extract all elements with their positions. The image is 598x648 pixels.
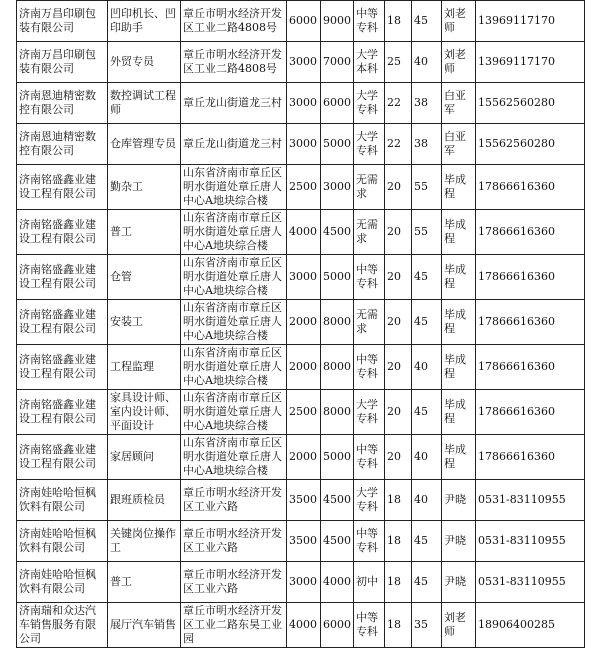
- contact-cell: 毕成程: [442, 210, 476, 255]
- position-cell: 凹印机长、凹印助手: [108, 1, 181, 42]
- contact-cell: 尹晓: [442, 480, 476, 521]
- salary-max-cell: 4500: [321, 480, 354, 521]
- phone-cell: 17866616360: [476, 210, 585, 255]
- age-min-cell: 18: [385, 480, 412, 521]
- contact-cell: 毕成程: [442, 390, 476, 435]
- table-row: [17, 124, 585, 165]
- address-cell: 山东省济南市章丘区明水街道处章丘唐人中心A地块综合楼: [181, 345, 287, 390]
- address-cell: 山东省济南市章丘区明水街道处章丘唐人中心A地块综合楼: [181, 165, 287, 210]
- age-max-cell: 45: [412, 300, 442, 345]
- education-cell: 中等专科: [354, 521, 385, 562]
- salary-max-cell: 4000: [321, 562, 354, 603]
- table-row: [17, 345, 585, 390]
- salary-min-cell: 3000: [287, 83, 321, 124]
- table-row: [17, 390, 585, 435]
- education-cell: 中等专科: [354, 345, 385, 390]
- address-cell: 章丘市明水经济开发区工业二路东昊工业园: [181, 603, 287, 648]
- age-min-cell: 20: [385, 345, 412, 390]
- table-row: [17, 1, 585, 42]
- position-cell: 仓库管理专员: [108, 124, 181, 165]
- contact-cell: 毕成程: [442, 165, 476, 210]
- phone-cell: 15562560280: [476, 83, 585, 124]
- age-min-cell: 20: [385, 210, 412, 255]
- age-max-cell: 55: [412, 210, 442, 255]
- age-max-cell: 45: [412, 1, 442, 42]
- table-row: [17, 83, 585, 124]
- education-cell: 中等专科: [354, 255, 385, 300]
- table-row: [17, 435, 585, 480]
- contact-cell: 毕成程: [442, 255, 476, 300]
- position-cell: 跟班质检员: [108, 480, 181, 521]
- company-cell: 济南娃哈哈恒枫饮料有限公司: [17, 562, 108, 603]
- age-max-cell: 40: [412, 345, 442, 390]
- education-cell: 中等专科: [354, 1, 385, 42]
- salary-min-cell: 6000: [287, 1, 321, 42]
- table-row: [17, 165, 585, 210]
- address-cell: 章丘市明水经济开发区工业六路: [181, 562, 287, 603]
- age-min-cell: 18: [385, 562, 412, 603]
- salary-min-cell: 4000: [287, 210, 321, 255]
- age-max-cell: 40: [412, 480, 442, 521]
- age-max-cell: 45: [412, 562, 442, 603]
- contact-cell: 刘老师: [442, 1, 476, 42]
- salary-max-cell: 3000: [321, 165, 354, 210]
- position-cell: 普工: [108, 562, 181, 603]
- phone-cell: 13969117170: [476, 42, 585, 83]
- company-cell: 济南铭盛鑫业建设工程有限公司: [17, 165, 108, 210]
- education-cell: 大学本科: [354, 42, 385, 83]
- age-max-cell: 40: [412, 435, 442, 480]
- age-min-cell: 22: [385, 83, 412, 124]
- phone-cell: 0531-83110955: [476, 521, 585, 562]
- salary-min-cell: 3000: [287, 562, 321, 603]
- position-cell: 家具设计师、室内设计师、平面设计: [108, 390, 181, 435]
- contact-cell: 刘老师: [442, 603, 476, 648]
- phone-cell: 17866616360: [476, 345, 585, 390]
- company-cell: 济南铭盛鑫业建设工程有限公司: [17, 345, 108, 390]
- phone-cell: 18906400285: [476, 603, 585, 648]
- education-cell: 大学专科: [354, 390, 385, 435]
- phone-cell: 17866616360: [476, 435, 585, 480]
- table-row: [17, 521, 585, 562]
- salary-max-cell: 5000: [321, 435, 354, 480]
- company-cell: 济南铭盛鑫业建设工程有限公司: [17, 435, 108, 480]
- education-cell: 大学专科: [354, 124, 385, 165]
- contact-cell: 毕成程: [442, 345, 476, 390]
- age-max-cell: 45: [412, 390, 442, 435]
- table-row: [17, 255, 585, 300]
- company-cell: 济南万昌印刷包装有限公司: [17, 1, 108, 42]
- position-cell: 勤杂工: [108, 165, 181, 210]
- address-cell: 章丘市明水经济开发区工业二路4808号: [181, 1, 287, 42]
- salary-min-cell: 4000: [287, 603, 321, 648]
- age-min-cell: 20: [385, 300, 412, 345]
- age-max-cell: 45: [412, 521, 442, 562]
- education-cell: 无需求: [354, 300, 385, 345]
- education-cell: 无需求: [354, 210, 385, 255]
- phone-cell: 0531-83110955: [476, 480, 585, 521]
- salary-max-cell: 4500: [321, 521, 354, 562]
- address-cell: 章丘市明水经济开发区工业六路: [181, 521, 287, 562]
- age-max-cell: 55: [412, 165, 442, 210]
- age-max-cell: 35: [412, 603, 442, 648]
- phone-cell: 15562560280: [476, 124, 585, 165]
- age-min-cell: 20: [385, 390, 412, 435]
- company-cell: 济南恩迪精密数控有限公司: [17, 83, 108, 124]
- contact-cell: 白亚军: [442, 124, 476, 165]
- salary-min-cell: 3000: [287, 124, 321, 165]
- company-cell: 济南娃哈哈恒枫饮料有限公司: [17, 521, 108, 562]
- age-max-cell: 38: [412, 83, 442, 124]
- age-max-cell: 38: [412, 124, 442, 165]
- table-row: [17, 300, 585, 345]
- age-min-cell: 25: [385, 42, 412, 83]
- salary-min-cell: 2000: [287, 435, 321, 480]
- address-cell: 山东省济南市章丘区明水街道处章丘唐人中心A地块综合楼: [181, 300, 287, 345]
- address-cell: 山东省济南市章丘区明水街道处章丘唐人中心A地块综合楼: [181, 255, 287, 300]
- company-cell: 济南铭盛鑫业建设工程有限公司: [17, 210, 108, 255]
- address-cell: 章丘龙山街道龙三村: [181, 124, 287, 165]
- contact-cell: 毕成程: [442, 435, 476, 480]
- address-cell: 山东省济南市章丘区明水街道处章丘唐人中心A地块综合楼: [181, 210, 287, 255]
- phone-cell: 0531-83110955: [476, 562, 585, 603]
- address-cell: 章丘市明水经济开发区工业二路4808号: [181, 42, 287, 83]
- salary-max-cell: 4500: [321, 210, 354, 255]
- contact-cell: 白亚军: [442, 83, 476, 124]
- salary-min-cell: 3500: [287, 521, 321, 562]
- salary-min-cell: 2500: [287, 390, 321, 435]
- salary-min-cell: 3000: [287, 42, 321, 83]
- position-cell: 展厅汽车销售: [108, 603, 181, 648]
- salary-max-cell: 8000: [321, 390, 354, 435]
- phone-cell: 13969117170: [476, 1, 585, 42]
- position-cell: 普工: [108, 210, 181, 255]
- position-cell: 数控调试工程师: [108, 83, 181, 124]
- job-rows: [17, 1, 585, 648]
- position-cell: 工程监理: [108, 345, 181, 390]
- age-min-cell: 18: [385, 521, 412, 562]
- salary-max-cell: 8000: [321, 300, 354, 345]
- contact-cell: 尹晓: [442, 521, 476, 562]
- salary-min-cell: 3000: [287, 255, 321, 300]
- table-row: [17, 603, 585, 648]
- contact-cell: 毕成程: [442, 300, 476, 345]
- salary-max-cell: 7000: [321, 42, 354, 83]
- phone-cell: 17866616360: [476, 165, 585, 210]
- phone-cell: 17866616360: [476, 390, 585, 435]
- address-cell: 山东省济南市章丘区明水街道处章丘唐人中心A地块综合楼: [181, 390, 287, 435]
- position-cell: 外贸专员: [108, 42, 181, 83]
- position-cell: 仓管: [108, 255, 181, 300]
- age-max-cell: 40: [412, 42, 442, 83]
- age-min-cell: 18: [385, 1, 412, 42]
- address-cell: 山东省济南市章丘区明水街道处章丘唐人中心A地块综合楼: [181, 435, 287, 480]
- salary-min-cell: 2000: [287, 300, 321, 345]
- job-listing-table: [16, 0, 585, 648]
- salary-min-cell: 2000: [287, 345, 321, 390]
- table-row: [17, 42, 585, 83]
- age-min-cell: 20: [385, 255, 412, 300]
- education-cell: 大学专科: [354, 480, 385, 521]
- address-cell: 章丘市明水经济开发区工业六路: [181, 480, 287, 521]
- age-max-cell: 45: [412, 255, 442, 300]
- company-cell: 济南恩迪精密数控有限公司: [17, 124, 108, 165]
- contact-cell: 刘老师: [442, 42, 476, 83]
- phone-cell: 17866616360: [476, 300, 585, 345]
- education-cell: 无需求: [354, 165, 385, 210]
- company-cell: 济南瑞和众达汽车销售服务有限公司: [17, 603, 108, 648]
- salary-max-cell: 9000: [321, 1, 354, 42]
- position-cell: 家居顾问: [108, 435, 181, 480]
- salary-max-cell: 8000: [321, 345, 354, 390]
- education-cell: 初中: [354, 562, 385, 603]
- education-cell: 中等专科: [354, 603, 385, 648]
- salary-min-cell: 2500: [287, 165, 321, 210]
- table-row: [17, 210, 585, 255]
- company-cell: 济南万昌印刷包装有限公司: [17, 42, 108, 83]
- position-cell: 关键岗位操作工: [108, 521, 181, 562]
- company-cell: 济南铭盛鑫业建设工程有限公司: [17, 390, 108, 435]
- age-min-cell: 22: [385, 124, 412, 165]
- position-cell: 安装工: [108, 300, 181, 345]
- education-cell: 中等专科: [354, 435, 385, 480]
- salary-max-cell: 6000: [321, 83, 354, 124]
- age-min-cell: 20: [385, 165, 412, 210]
- address-cell: 章丘龙山街道龙三村: [181, 83, 287, 124]
- salary-max-cell: 6000: [321, 603, 354, 648]
- company-cell: 济南铭盛鑫业建设工程有限公司: [17, 300, 108, 345]
- contact-cell: 尹晓: [442, 562, 476, 603]
- phone-cell: 17866616360: [476, 255, 585, 300]
- education-cell: 大学专科: [354, 83, 385, 124]
- company-cell: 济南铭盛鑫业建设工程有限公司: [17, 255, 108, 300]
- salary-max-cell: 5000: [321, 124, 354, 165]
- table-row: [17, 562, 585, 603]
- table-row: [17, 480, 585, 521]
- salary-max-cell: 5000: [321, 255, 354, 300]
- age-min-cell: 18: [385, 603, 412, 648]
- company-cell: 济南娃哈哈恒枫饮料有限公司: [17, 480, 108, 521]
- salary-min-cell: 3500: [287, 480, 321, 521]
- age-min-cell: 20: [385, 435, 412, 480]
